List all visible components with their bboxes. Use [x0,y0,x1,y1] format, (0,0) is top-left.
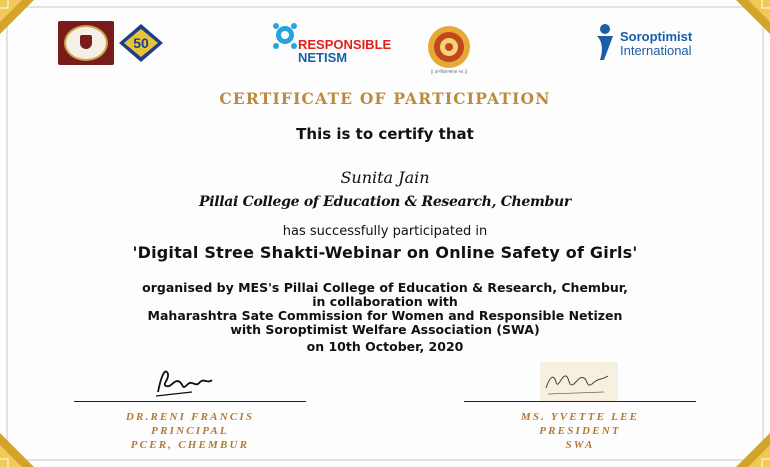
president-signature-line [464,401,696,402]
soroptimist-international-logo [592,22,718,64]
event-date: on 10th October, 2020 [306,339,464,354]
president-role: PRESIDENT [539,425,621,437]
principal-signature-line [74,401,306,402]
seal-caption: || ज्ञानविज्ञानसंपन्न भव || [430,69,468,74]
organiser-line: organised by MES's Pillai College of Education & Research, Chembur, [142,280,628,295]
certify-text: This is to certify that [296,125,474,143]
responsible-netism-logo [272,22,412,68]
corner-ornament-bottom-left [0,397,70,467]
collaboration-line: in collaboration with [312,294,458,309]
soroptimist-line-2: International [620,43,692,58]
responsible-netism-line-1: RESPONSIBLE [298,37,392,52]
principal-org: PCER, CHEMBUR [130,439,250,451]
corner-ornament-bottom-right [700,397,770,467]
principal-role: PRINCIPAL [151,425,229,437]
principal-signature-block [74,410,306,452]
mes-college-logo [58,21,114,65]
president-org: SWA [565,439,595,451]
commission-seal-logo [426,24,472,70]
participant-institution: Pillai College of Education & Research, Chembur [198,194,571,210]
partners-line: Maharashtra Sate Commission for Women and Responsible Netizen [147,308,623,323]
golden-jubilee-50-logo [116,22,166,64]
participant-name: Sunita Jain [340,168,430,187]
webinar-title: 'Digital Stree Shakti-Webinar on Online Safety of Girls' [132,243,638,262]
responsible-netism-line-2: NETISM [298,50,348,65]
principal-name: DR.RENI FRANCIS [125,411,255,423]
soroptimist-line-1: Soroptimist [620,29,693,44]
president-signature-block [464,410,696,452]
certificate-title: CERTIFICATE OF PARTICIPATION [219,89,551,108]
principal-signature [152,362,218,400]
association-line: with Soroptimist Welfare Association (SWA) [230,322,540,337]
president-signature [540,362,618,402]
svg-text:50: 50 [133,35,149,51]
president-name: MS. YVETTE LEE [520,411,640,423]
participated-text: has successfully participated in [282,224,488,239]
